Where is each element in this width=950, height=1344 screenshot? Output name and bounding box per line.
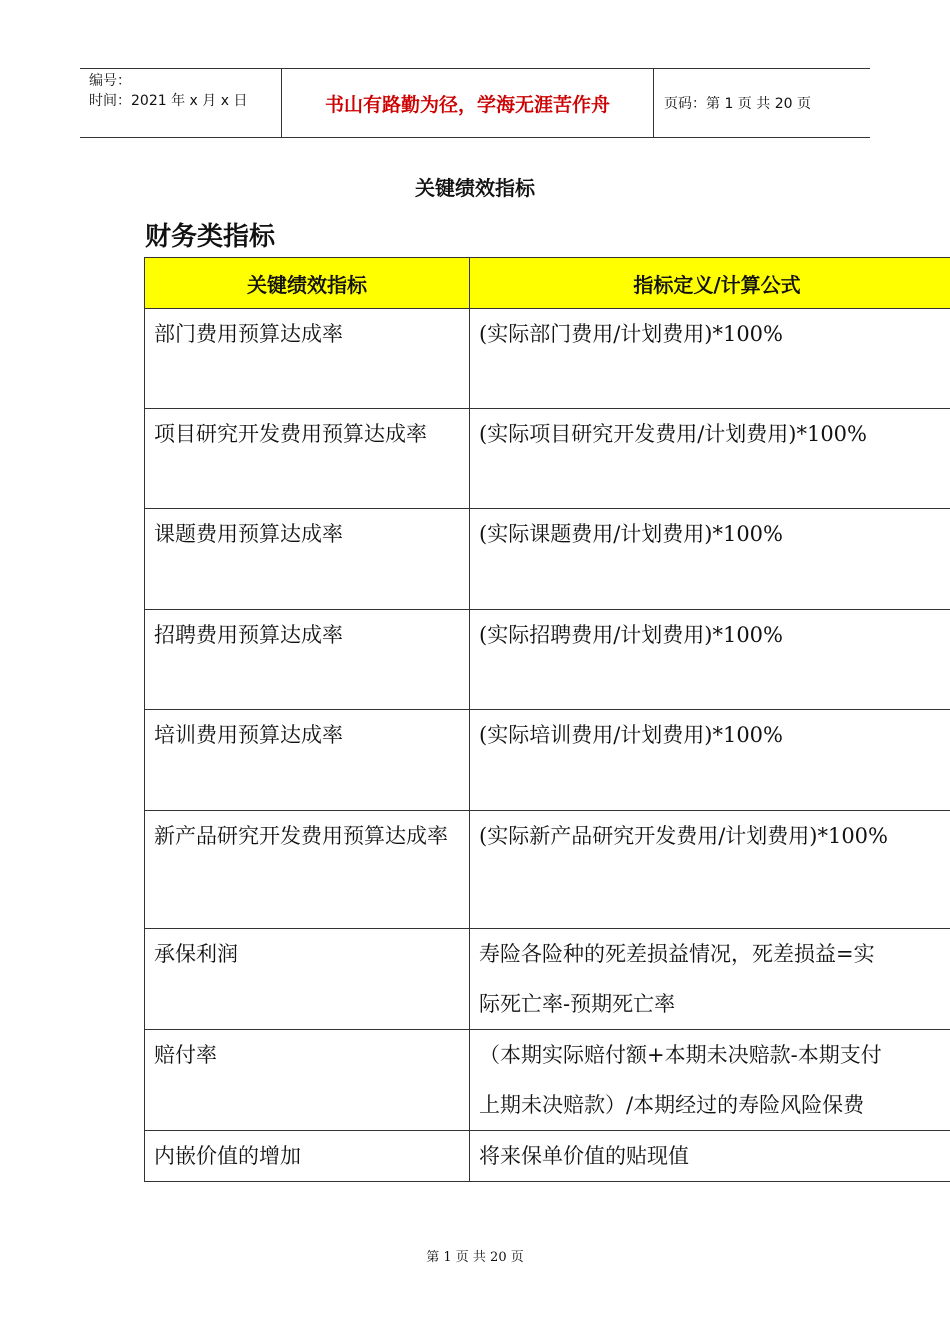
table-row: [145, 610, 950, 710]
table-row: [145, 811, 950, 929]
kpi-table: [144, 257, 950, 1182]
kpi-formula: (实际培训费用/计划费用)*100%: [470, 710, 950, 811]
table-row: [145, 309, 950, 409]
kpi-name: 内嵌价值的增加: [145, 1131, 470, 1182]
kpi-name: 承保利润: [145, 929, 470, 1030]
header-meta: [80, 69, 282, 137]
column-header-formula: 指标定义/计算公式: [470, 258, 950, 309]
kpi-formula: (实际项目研究开发费用/计划费用)*100%: [470, 409, 950, 509]
kpi-name: 培训费用预算达成率: [145, 710, 470, 811]
time-label: 时间：2021 年 x 月 x 日: [89, 93, 248, 109]
kpi-formula-line: 上期未决赔款）/本期经过的寿险风险保费: [479, 1093, 865, 1117]
kpi-name: 项目研究开发费用预算达成率: [145, 409, 470, 509]
kpi-name: 新产品研究开发费用预算达成率: [145, 811, 470, 929]
kpi-formula: [470, 1030, 950, 1131]
column-header-kpi: 关键绩效指标: [145, 258, 470, 309]
kpi-name: 招聘费用预算达成率: [145, 610, 470, 710]
kpi-formula: (实际课题费用/计划费用)*100%: [470, 509, 950, 610]
kpi-formula: 将来保单价值的贴现值: [470, 1131, 950, 1182]
kpi-formula-line: 际死亡率-预期死亡率: [479, 992, 676, 1016]
code-label: 编号：: [89, 73, 131, 89]
table-row: [145, 509, 950, 610]
kpi-formula: [470, 929, 950, 1030]
section-title: 财务类指标: [145, 222, 276, 252]
table-row: [145, 929, 950, 1030]
header-motto: 书山有路勤为径，学海无涯苦作舟: [282, 69, 654, 137]
kpi-formula: (实际部门费用/计划费用)*100%: [470, 309, 950, 409]
kpi-name: 部门费用预算达成率: [145, 309, 470, 409]
kpi-formula-line: （本期实际赔付额+本期未决赔款-本期支付: [479, 1043, 882, 1067]
document-title: 关键绩效指标: [415, 176, 535, 200]
kpi-formula: (实际招聘费用/计划费用)*100%: [470, 610, 950, 710]
document-header: [80, 68, 870, 138]
header-page-info: 页码：第 1 页 共 20 页: [664, 96, 811, 112]
kpi-formula-line: 寿险各险种的死差损益情况，死差损益=实: [479, 942, 875, 966]
table-row: [145, 710, 950, 811]
table-row: [145, 1030, 950, 1131]
table-header-row: [145, 258, 950, 309]
kpi-name: 赔付率: [145, 1030, 470, 1131]
table-row: [145, 1131, 950, 1182]
kpi-name: 课题费用预算达成率: [145, 509, 470, 610]
kpi-formula: (实际新产品研究开发费用/计划费用)*100%: [470, 811, 950, 929]
page-footer: 第 1 页 共 20 页: [426, 1250, 524, 1265]
table-row: [145, 409, 950, 509]
